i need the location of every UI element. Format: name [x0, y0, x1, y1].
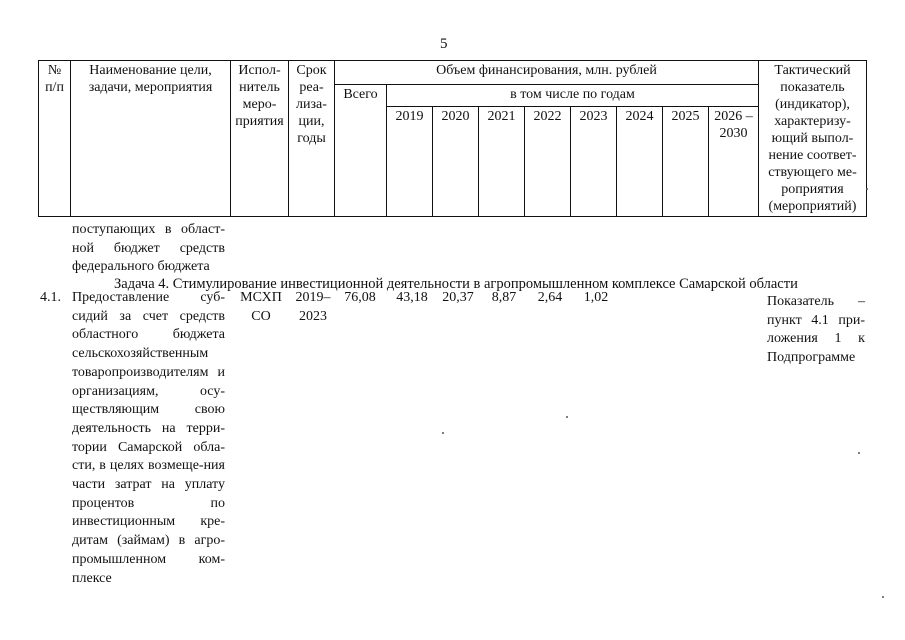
row-total: 76,08 [344, 290, 376, 305]
scan-speck [866, 188, 868, 190]
header-indicator: Тактический показатель (индикатор), характеризу-ющий выпол-нение соответ-ствующего ме-роприятия (мероприятий) [759, 61, 867, 217]
header-num: № п/п [39, 61, 71, 217]
row-name: Предоставление суб-сидий за счет средств областного бюджета сельскохозяйственным товаропроизводителям и организациям, осу-ществляющим свою деятельность на терри-тории Самарской обла-сти, в целях возмеще-ния части затрат на уплату процентов по инвестиционным кре-дитам (займам) в агро-промышленном ком-плексе [72, 290, 225, 586]
scan-speck [566, 416, 568, 418]
page-number: 5 [440, 36, 448, 52]
row-number: 4.1. [40, 290, 61, 305]
header-total: Всего [335, 85, 387, 217]
header-year: 2019 [387, 107, 433, 217]
header-year: 2023 [571, 107, 617, 217]
row-executor: МСХП СО [240, 290, 282, 324]
header-year: 2020 [433, 107, 479, 217]
header-year: 2022 [525, 107, 571, 217]
row-indicator: Показатель – пункт 4.1 при-ложения 1 к Подпрограмме [767, 294, 865, 366]
scan-speck [882, 596, 884, 598]
header-funding: Объем финансирования, млн. рублей [335, 61, 759, 85]
header-executor: Испол-нитель меро-приятия [231, 61, 289, 217]
row-value-2020: 20,37 [442, 290, 474, 305]
scan-speck [442, 432, 444, 434]
header-year: 2025 [663, 107, 709, 217]
header-year: 2026 – 2030 [709, 107, 759, 217]
task-title: Задача 4. Стимулирование инвестиционной деятельности в агропромышленном комплексе Самарской области [114, 276, 798, 292]
row-value-2022: 2,64 [537, 290, 563, 305]
row-value-2023: 1,02 [583, 290, 609, 305]
continued-text: поступающих в област-ной бюджет средств федерального бюджета [72, 222, 225, 275]
header-table [38, 60, 867, 217]
header-by-years: в том числе по годам [387, 85, 759, 107]
header-year: 2024 [617, 107, 663, 217]
row-value-2019: 43,18 [396, 290, 428, 305]
header-name: Наименование цели, задачи, мероприятия [71, 61, 231, 217]
row-term: 2019– 2023 [295, 290, 331, 324]
header-year: 2021 [479, 107, 525, 217]
header-term: Срок реа-лиза-ции, годы [289, 61, 335, 217]
scan-speck [858, 452, 860, 454]
row-value-2021: 8,87 [491, 290, 517, 305]
